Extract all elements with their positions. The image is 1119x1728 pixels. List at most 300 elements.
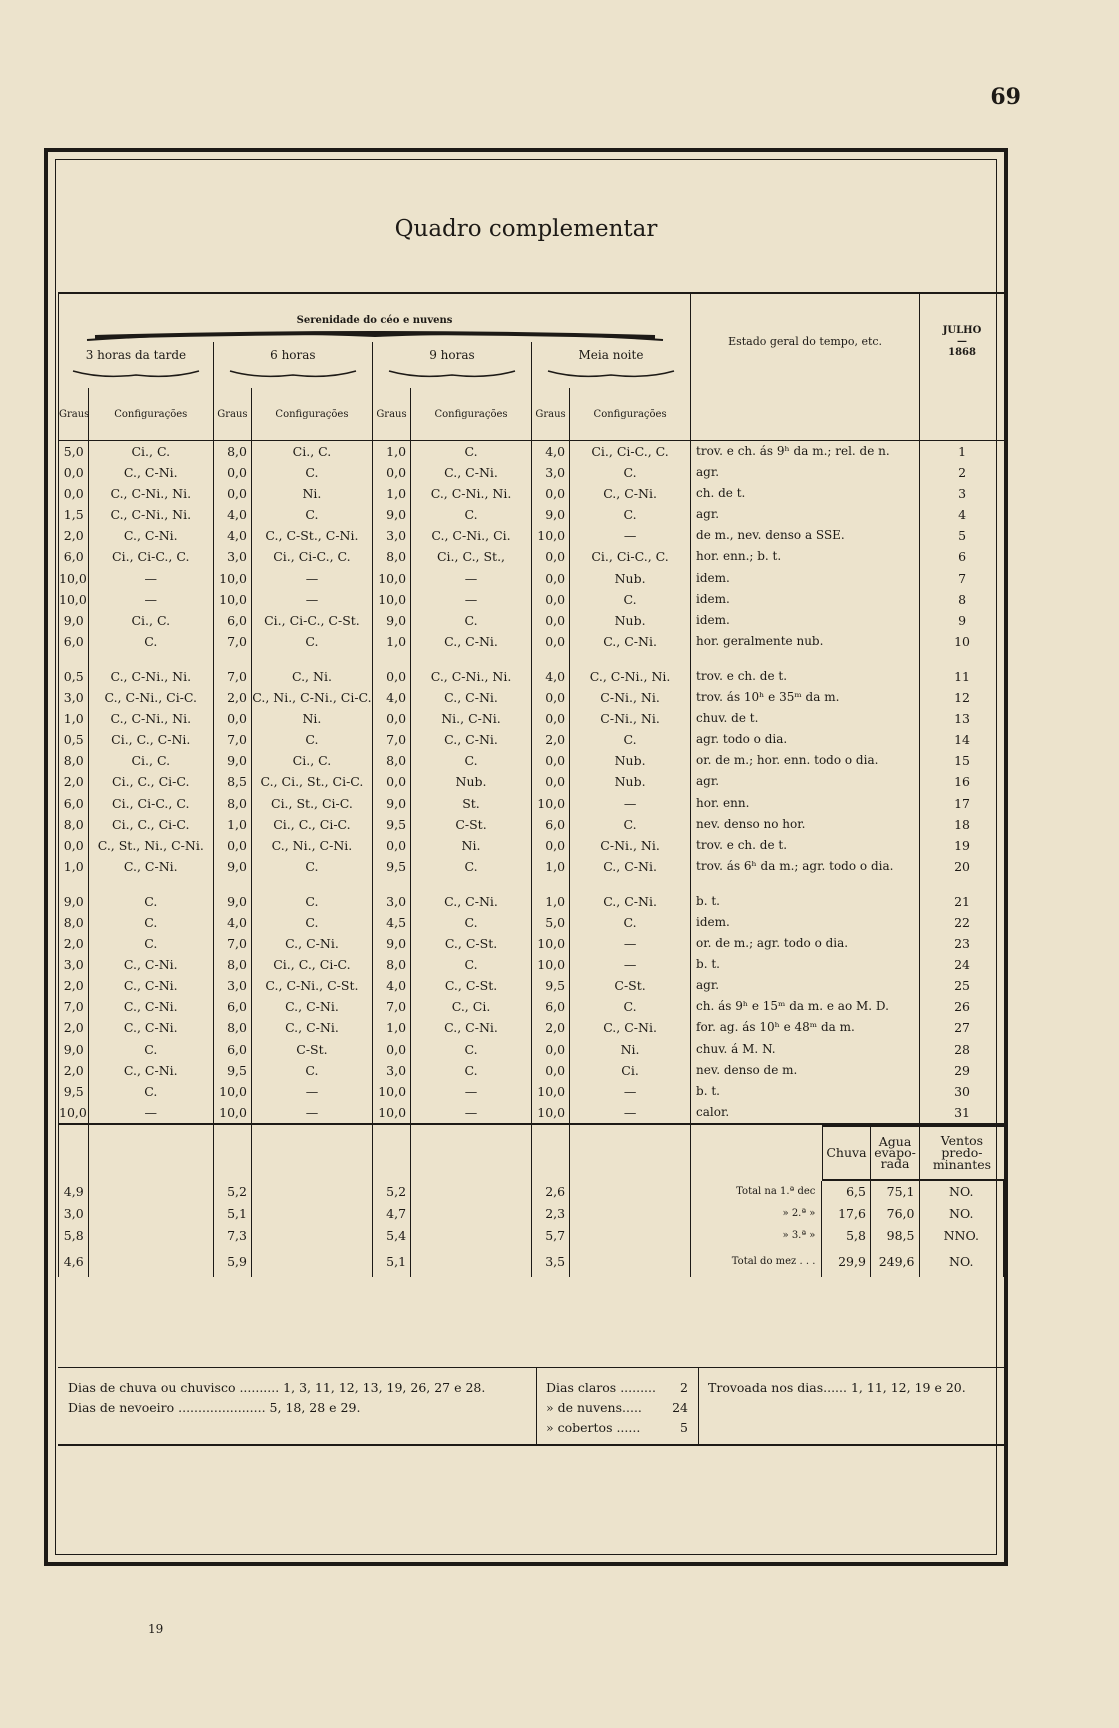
graus-3h: 1,5 bbox=[59, 504, 89, 525]
graus-6h: 8,0 bbox=[213, 441, 251, 463]
estado-geral: or. de m.; agr. todo o dia. bbox=[691, 933, 920, 954]
config-6h: C., Ci., St., Ci-C. bbox=[252, 771, 373, 792]
graus-3h: 2,0 bbox=[59, 771, 89, 792]
day-number: 28 bbox=[920, 1039, 1005, 1060]
graus-header: Graus bbox=[59, 388, 89, 441]
config-9h: C., C-Ni. bbox=[411, 462, 532, 483]
day-number: 16 bbox=[920, 771, 1005, 792]
graus-3h: 1,0 bbox=[59, 708, 89, 729]
config-6h: C. bbox=[252, 856, 373, 877]
config-3h: C., C-Ni., Ci-C. bbox=[88, 687, 213, 708]
summary-subheader-table bbox=[691, 1125, 1004, 1181]
graus-9h: 3,0 bbox=[372, 525, 410, 546]
config-6h: C. bbox=[252, 1060, 373, 1081]
day-number: 4 bbox=[920, 504, 1005, 525]
day-number: 8 bbox=[920, 589, 1005, 610]
estado-geral: trov. e ch. de t. bbox=[691, 666, 920, 687]
config-9h: C-St. bbox=[411, 814, 532, 835]
graus-6h: 1,0 bbox=[213, 814, 251, 835]
day-number: 21 bbox=[920, 891, 1005, 912]
page-title: Quadro complementar bbox=[394, 216, 658, 242]
config-meia-noite: C. bbox=[570, 729, 691, 750]
table-row bbox=[59, 441, 1005, 463]
table-row bbox=[59, 729, 1005, 750]
cloudy-days-value: 24 bbox=[672, 1400, 688, 1415]
cell bbox=[570, 1203, 691, 1225]
fog-days-line bbox=[68, 1398, 485, 1418]
graus-6h: 3,0 bbox=[213, 546, 251, 567]
graus-3h: 9,5 bbox=[59, 1081, 89, 1102]
period-brace-icon bbox=[228, 368, 358, 382]
config-3h: C. bbox=[88, 631, 213, 652]
table-row bbox=[59, 933, 1005, 954]
month-label: JULHO bbox=[942, 324, 982, 336]
summary-chuva: 6,5 bbox=[822, 1181, 871, 1203]
estado-geral: b. t. bbox=[691, 891, 920, 912]
cell bbox=[88, 1247, 213, 1277]
graus-header: Graus bbox=[531, 388, 569, 441]
config-6h: Ci., Ci-C., C-St. bbox=[252, 610, 373, 631]
day-number: 9 bbox=[920, 610, 1005, 631]
cell bbox=[691, 877, 920, 891]
signature-number: 19 bbox=[148, 1622, 164, 1636]
config-6h: Ni. bbox=[252, 708, 373, 729]
graus-meia-noite: 0,0 bbox=[531, 687, 569, 708]
config-3h: Ci., C. bbox=[88, 441, 213, 463]
month-dash: — bbox=[957, 335, 968, 347]
graus-6h: 7,0 bbox=[213, 666, 251, 687]
graus-9h: 10,0 bbox=[372, 568, 410, 589]
estado-geral: idem. bbox=[691, 589, 920, 610]
config-6h: C., C-Ni. bbox=[252, 996, 373, 1017]
table-row bbox=[59, 462, 1005, 483]
config-6h: C. bbox=[252, 729, 373, 750]
config-meia-noite: Nub. bbox=[570, 610, 691, 631]
table-row bbox=[59, 1060, 1005, 1081]
cell bbox=[570, 652, 691, 666]
estado-geral: nev. denso de m. bbox=[691, 1060, 920, 1081]
cell bbox=[88, 1181, 213, 1203]
graus-6h: 0,0 bbox=[213, 462, 251, 483]
config-6h: — bbox=[252, 589, 373, 610]
config-9h: C. bbox=[411, 954, 532, 975]
day-number: 20 bbox=[920, 856, 1005, 877]
cell bbox=[411, 1225, 532, 1247]
config-meia-noite: — bbox=[570, 933, 691, 954]
period-header-3 bbox=[372, 342, 531, 388]
graus-6h: 6,0 bbox=[213, 1039, 251, 1060]
graus-meia-noite: 10,0 bbox=[531, 933, 569, 954]
graus-9h: 9,0 bbox=[372, 504, 410, 525]
divider bbox=[536, 1368, 537, 1444]
summary-graus-6h: 5,2 bbox=[213, 1181, 251, 1203]
cell bbox=[252, 1181, 373, 1203]
summary-row bbox=[59, 1203, 1005, 1225]
graus-9h: 0,0 bbox=[372, 771, 410, 792]
table-row bbox=[59, 1102, 1005, 1124]
ventos-header: Ventos predo-minantes bbox=[919, 1126, 1004, 1180]
summary-row bbox=[59, 1181, 1005, 1203]
table-row bbox=[59, 1039, 1005, 1060]
graus-9h: 0,0 bbox=[372, 462, 410, 483]
cell bbox=[88, 877, 213, 891]
graus-meia-noite: 9,5 bbox=[531, 975, 569, 996]
graus-3h: 3,0 bbox=[59, 954, 89, 975]
config-9h: C. bbox=[411, 750, 532, 771]
cell bbox=[570, 1181, 691, 1203]
cell bbox=[59, 877, 89, 891]
config-3h: Ci., C., C-Ni. bbox=[88, 729, 213, 750]
config-9h: C. bbox=[411, 441, 532, 463]
cell bbox=[411, 1203, 532, 1225]
config-9h: C., C-Ni., Ni. bbox=[411, 666, 532, 687]
summary-agua: 98,5 bbox=[870, 1225, 919, 1247]
graus-meia-noite: 0,0 bbox=[531, 750, 569, 771]
cell bbox=[411, 1124, 532, 1181]
config-meia-noite: C. bbox=[570, 462, 691, 483]
main-table bbox=[58, 292, 1005, 1277]
thunder-days-line bbox=[708, 1378, 966, 1398]
config-9h: C., C-Ni., Ci. bbox=[411, 525, 532, 546]
table-row bbox=[59, 504, 1005, 525]
config-9h: C., C-Ni. bbox=[411, 891, 532, 912]
config-meia-noite: C., C-Ni. bbox=[570, 856, 691, 877]
config-header: Configurações bbox=[88, 388, 213, 441]
estado-geral: trov. e ch. de t. bbox=[691, 835, 920, 856]
cell bbox=[570, 1225, 691, 1247]
rain-fog-block bbox=[68, 1378, 485, 1418]
estado-geral: trov. ás 6ʰ da m.; agr. todo o dia. bbox=[691, 856, 920, 877]
config-3h: C., St., Ni., C-Ni. bbox=[88, 835, 213, 856]
estado-geral: calor. bbox=[691, 1102, 920, 1124]
table-row bbox=[59, 750, 1005, 771]
config-3h: C., C-Ni. bbox=[88, 996, 213, 1017]
table-row bbox=[59, 771, 1005, 792]
config-3h: C., C-Ni. bbox=[88, 954, 213, 975]
graus-3h: 10,0 bbox=[59, 1102, 89, 1124]
period-header-4 bbox=[531, 342, 690, 388]
config-9h: C., C-Ni. bbox=[411, 631, 532, 652]
estado-geral: b. t. bbox=[691, 954, 920, 975]
graus-9h: 3,0 bbox=[372, 891, 410, 912]
day-number: 17 bbox=[920, 793, 1005, 814]
bottom-summary bbox=[58, 1367, 1005, 1446]
config-6h: C., C-Ni. bbox=[252, 933, 373, 954]
summary-agua: 249,6 bbox=[870, 1247, 919, 1277]
summary-graus-meia-noite: 5,7 bbox=[531, 1225, 569, 1247]
graus-9h: 9,5 bbox=[372, 814, 410, 835]
clear-days-label: Dias claros ......... bbox=[546, 1380, 656, 1395]
config-3h: — bbox=[88, 1102, 213, 1124]
config-meia-noite: — bbox=[570, 1081, 691, 1102]
config-3h: C. bbox=[88, 1081, 213, 1102]
graus-meia-noite: 5,0 bbox=[531, 912, 569, 933]
estado-geral: chuv. á M. N. bbox=[691, 1039, 920, 1060]
summary-values-table bbox=[691, 1225, 1004, 1247]
cell bbox=[411, 877, 532, 891]
config-9h: Ni., C-Ni. bbox=[411, 708, 532, 729]
summary-agua: 75,1 bbox=[870, 1181, 919, 1203]
summary-values-cell bbox=[691, 1181, 1005, 1203]
config-3h: C., C-Ni. bbox=[88, 1060, 213, 1081]
fog-days-value: 5, 18, 28 e 29. bbox=[269, 1400, 361, 1415]
summary-graus-3h: 4,9 bbox=[59, 1181, 89, 1203]
estado-geral: idem. bbox=[691, 568, 920, 589]
cell bbox=[920, 652, 1005, 666]
fog-days-label: Dias de nevoeiro ...................... bbox=[68, 1400, 266, 1415]
config-9h: Ni. bbox=[411, 835, 532, 856]
graus-3h: 9,0 bbox=[59, 610, 89, 631]
graus-9h: 9,0 bbox=[372, 793, 410, 814]
graus-6h: 9,0 bbox=[213, 891, 251, 912]
covered-days-line bbox=[546, 1418, 688, 1438]
table-frame bbox=[44, 148, 1008, 1566]
config-3h: Ci., C., Ci-C. bbox=[88, 771, 213, 792]
chuva-header: Chuva bbox=[822, 1126, 871, 1180]
config-meia-noite: C., C-Ni. bbox=[570, 631, 691, 652]
config-meia-noite: Ni. bbox=[570, 1039, 691, 1060]
table-body bbox=[59, 441, 1005, 1124]
graus-9h: 1,0 bbox=[372, 441, 410, 463]
day-number: 31 bbox=[920, 1102, 1005, 1124]
graus-9h: 10,0 bbox=[372, 1102, 410, 1124]
graus-9h: 7,0 bbox=[372, 996, 410, 1017]
graus-9h: 1,0 bbox=[372, 1017, 410, 1038]
config-header: Configurações bbox=[411, 388, 532, 441]
graus-3h: 0,5 bbox=[59, 729, 89, 750]
cell bbox=[252, 1247, 373, 1277]
config-6h: C. bbox=[252, 912, 373, 933]
graus-9h: 9,5 bbox=[372, 856, 410, 877]
config-meia-noite: Nub. bbox=[570, 750, 691, 771]
table-row bbox=[59, 793, 1005, 814]
config-meia-noite: C-Ni., Ni. bbox=[570, 835, 691, 856]
thunder-days-label: Trovoada nos dias...... bbox=[708, 1380, 847, 1395]
day-number: 1 bbox=[920, 441, 1005, 463]
day-number: 30 bbox=[920, 1081, 1005, 1102]
graus-meia-noite: 2,0 bbox=[531, 1017, 569, 1038]
config-3h: C., C-Ni., Ni. bbox=[88, 708, 213, 729]
day-number: 2 bbox=[920, 462, 1005, 483]
cell bbox=[88, 1225, 213, 1247]
graus-6h: 4,0 bbox=[213, 504, 251, 525]
graus-9h: 7,0 bbox=[372, 729, 410, 750]
graus-9h: 4,0 bbox=[372, 975, 410, 996]
config-9h: C., C-St. bbox=[411, 933, 532, 954]
day-number: 14 bbox=[920, 729, 1005, 750]
table-row bbox=[59, 631, 1005, 652]
estado-geral: agr. bbox=[691, 771, 920, 792]
summary-label: » 2.ª » bbox=[782, 1207, 816, 1219]
estado-geral: ch. ás 9ʰ e 15ᵐ da m. e ao M. D. bbox=[691, 996, 920, 1017]
config-meia-noite: C. bbox=[570, 814, 691, 835]
graus-3h: 10,0 bbox=[59, 568, 89, 589]
config-3h: C., C-Ni. bbox=[88, 856, 213, 877]
cell bbox=[372, 1124, 410, 1181]
cloudy-days-line bbox=[546, 1398, 688, 1418]
estado-header-label: Estado geral do tempo, etc. bbox=[728, 334, 883, 348]
period-label-3: 9 horas bbox=[429, 348, 475, 362]
graus-3h: 6,0 bbox=[59, 631, 89, 652]
day-number: 11 bbox=[920, 666, 1005, 687]
summary-chuva: 29,9 bbox=[822, 1247, 871, 1277]
config-6h: C., C-Ni. bbox=[252, 1017, 373, 1038]
config-9h: St. bbox=[411, 793, 532, 814]
cell bbox=[252, 1225, 373, 1247]
graus-9h: 0,0 bbox=[372, 835, 410, 856]
cell bbox=[59, 1124, 89, 1181]
config-meia-noite: — bbox=[570, 793, 691, 814]
graus-meia-noite: 0,0 bbox=[531, 589, 569, 610]
table-row bbox=[59, 975, 1005, 996]
main-table-wrap bbox=[58, 292, 1005, 1277]
graus-meia-noite: 1,0 bbox=[531, 856, 569, 877]
config-9h: C., C-St. bbox=[411, 975, 532, 996]
day-number: 13 bbox=[920, 708, 1005, 729]
graus-3h: 2,0 bbox=[59, 1060, 89, 1081]
config-6h: C., Ni., C-Ni., Ci-C. bbox=[252, 687, 373, 708]
config-3h: C., C-Ni., Ni. bbox=[88, 483, 213, 504]
config-9h: Nub. bbox=[411, 771, 532, 792]
table-row bbox=[59, 708, 1005, 729]
graus-meia-noite: 0,0 bbox=[531, 610, 569, 631]
table-row bbox=[59, 568, 1005, 589]
graus-6h: 7,0 bbox=[213, 933, 251, 954]
thunder-block bbox=[708, 1378, 966, 1398]
graus-meia-noite: 0,0 bbox=[531, 771, 569, 792]
estado-geral: hor. enn.; b. t. bbox=[691, 546, 920, 567]
graus-3h: 6,0 bbox=[59, 793, 89, 814]
covered-days-label: » cobertos ...... bbox=[546, 1420, 641, 1435]
day-number: 29 bbox=[920, 1060, 1005, 1081]
config-3h: C., C-Ni., Ni. bbox=[88, 666, 213, 687]
group-brace-icon bbox=[85, 328, 665, 342]
config-meia-noite: C. bbox=[570, 504, 691, 525]
estado-geral: agr. bbox=[691, 504, 920, 525]
day-subheader bbox=[920, 388, 1005, 441]
config-meia-noite: C. bbox=[570, 589, 691, 610]
config-3h: Ci., C., Ci-C. bbox=[88, 814, 213, 835]
graus-meia-noite: 0,0 bbox=[531, 568, 569, 589]
group-header bbox=[59, 293, 691, 342]
config-3h: — bbox=[88, 568, 213, 589]
cell bbox=[411, 652, 532, 666]
estado-geral: agr. bbox=[691, 462, 920, 483]
estado-geral: nev. denso no hor. bbox=[691, 814, 920, 835]
cell bbox=[570, 1124, 691, 1181]
graus-6h: 10,0 bbox=[213, 1102, 251, 1124]
graus-3h: 2,0 bbox=[59, 525, 89, 546]
graus-6h: 9,5 bbox=[213, 1060, 251, 1081]
clear-days-value: 2 bbox=[680, 1380, 688, 1395]
graus-3h: 7,0 bbox=[59, 996, 89, 1017]
summary-vento: NO. bbox=[919, 1203, 1004, 1225]
config-9h: — bbox=[411, 568, 532, 589]
config-9h: C. bbox=[411, 856, 532, 877]
config-header: Configurações bbox=[252, 388, 373, 441]
graus-meia-noite: 3,0 bbox=[531, 462, 569, 483]
config-6h: C., Ni., C-Ni. bbox=[252, 835, 373, 856]
graus-3h: 1,0 bbox=[59, 856, 89, 877]
graus-6h: 8,0 bbox=[213, 1017, 251, 1038]
period-label-2: 6 horas bbox=[270, 348, 316, 362]
summary-graus-9h: 5,4 bbox=[372, 1225, 410, 1247]
graus-meia-noite: 10,0 bbox=[531, 1081, 569, 1102]
graus-3h: 0,0 bbox=[59, 835, 89, 856]
estado-geral: b. t. bbox=[691, 1081, 920, 1102]
summary-values-table bbox=[691, 1181, 1004, 1203]
config-3h: C. bbox=[88, 891, 213, 912]
estado-geral: for. ag. ás 10ʰ e 48ᵐ da m. bbox=[691, 1017, 920, 1038]
config-3h: Ci., C. bbox=[88, 610, 213, 631]
day-number: 22 bbox=[920, 912, 1005, 933]
cell bbox=[920, 877, 1005, 891]
config-6h: — bbox=[252, 1081, 373, 1102]
graus-meia-noite: 10,0 bbox=[531, 1102, 569, 1124]
config-meia-noite: Nub. bbox=[570, 568, 691, 589]
graus-3h: 10,0 bbox=[59, 589, 89, 610]
cell bbox=[88, 1124, 213, 1181]
config-3h: — bbox=[88, 589, 213, 610]
graus-6h: 10,0 bbox=[213, 568, 251, 589]
summary-body bbox=[59, 1124, 1005, 1181]
table-row bbox=[59, 589, 1005, 610]
cell bbox=[213, 1124, 251, 1181]
config-6h: — bbox=[252, 1102, 373, 1124]
graus-meia-noite: 10,0 bbox=[531, 954, 569, 975]
table-row bbox=[59, 1081, 1005, 1102]
graus-6h: 9,0 bbox=[213, 856, 251, 877]
summary-graus-3h: 3,0 bbox=[59, 1203, 89, 1225]
cell bbox=[252, 1203, 373, 1225]
rain-days-label: Dias de chuva ou chuvisco .......... bbox=[68, 1380, 280, 1395]
summary-subheader-cell bbox=[691, 1124, 1005, 1181]
graus-3h: 0,0 bbox=[59, 462, 89, 483]
summary-graus-6h: 5,1 bbox=[213, 1203, 251, 1225]
config-9h: C., C-Ni. bbox=[411, 687, 532, 708]
config-meia-noite: C., C-Ni. bbox=[570, 483, 691, 504]
cell bbox=[531, 1124, 569, 1181]
graus-meia-noite: 0,0 bbox=[531, 1039, 569, 1060]
cell bbox=[252, 877, 373, 891]
summary-row bbox=[59, 1247, 1005, 1277]
day-number: 27 bbox=[920, 1017, 1005, 1038]
graus-9h: 0,0 bbox=[372, 666, 410, 687]
config-meia-noite: C., C-Ni. bbox=[570, 891, 691, 912]
table-row bbox=[59, 1017, 1005, 1038]
summary-chuva: 17,6 bbox=[822, 1203, 871, 1225]
graus-meia-noite: 6,0 bbox=[531, 996, 569, 1017]
summary-values-table bbox=[691, 1203, 1004, 1225]
table-row bbox=[59, 996, 1005, 1017]
graus-3h: 2,0 bbox=[59, 975, 89, 996]
summary-vento: NO. bbox=[919, 1247, 1004, 1277]
graus-6h: 8,5 bbox=[213, 771, 251, 792]
cell bbox=[59, 652, 89, 666]
estado-geral: agr. bbox=[691, 975, 920, 996]
config-meia-noite: C., C-Ni., Ni. bbox=[570, 666, 691, 687]
cell bbox=[88, 1203, 213, 1225]
config-9h: C., C-Ni. bbox=[411, 1017, 532, 1038]
graus-meia-noite: 10,0 bbox=[531, 793, 569, 814]
graus-6h: 10,0 bbox=[213, 1081, 251, 1102]
cell bbox=[213, 877, 251, 891]
config-6h: — bbox=[252, 568, 373, 589]
summary-values-cell bbox=[691, 1247, 1005, 1277]
config-3h: C. bbox=[88, 1039, 213, 1060]
summary-rows bbox=[59, 1181, 1005, 1277]
estado-geral: trov. e ch. ás 9ʰ da m.; rel. de n. bbox=[691, 441, 920, 463]
